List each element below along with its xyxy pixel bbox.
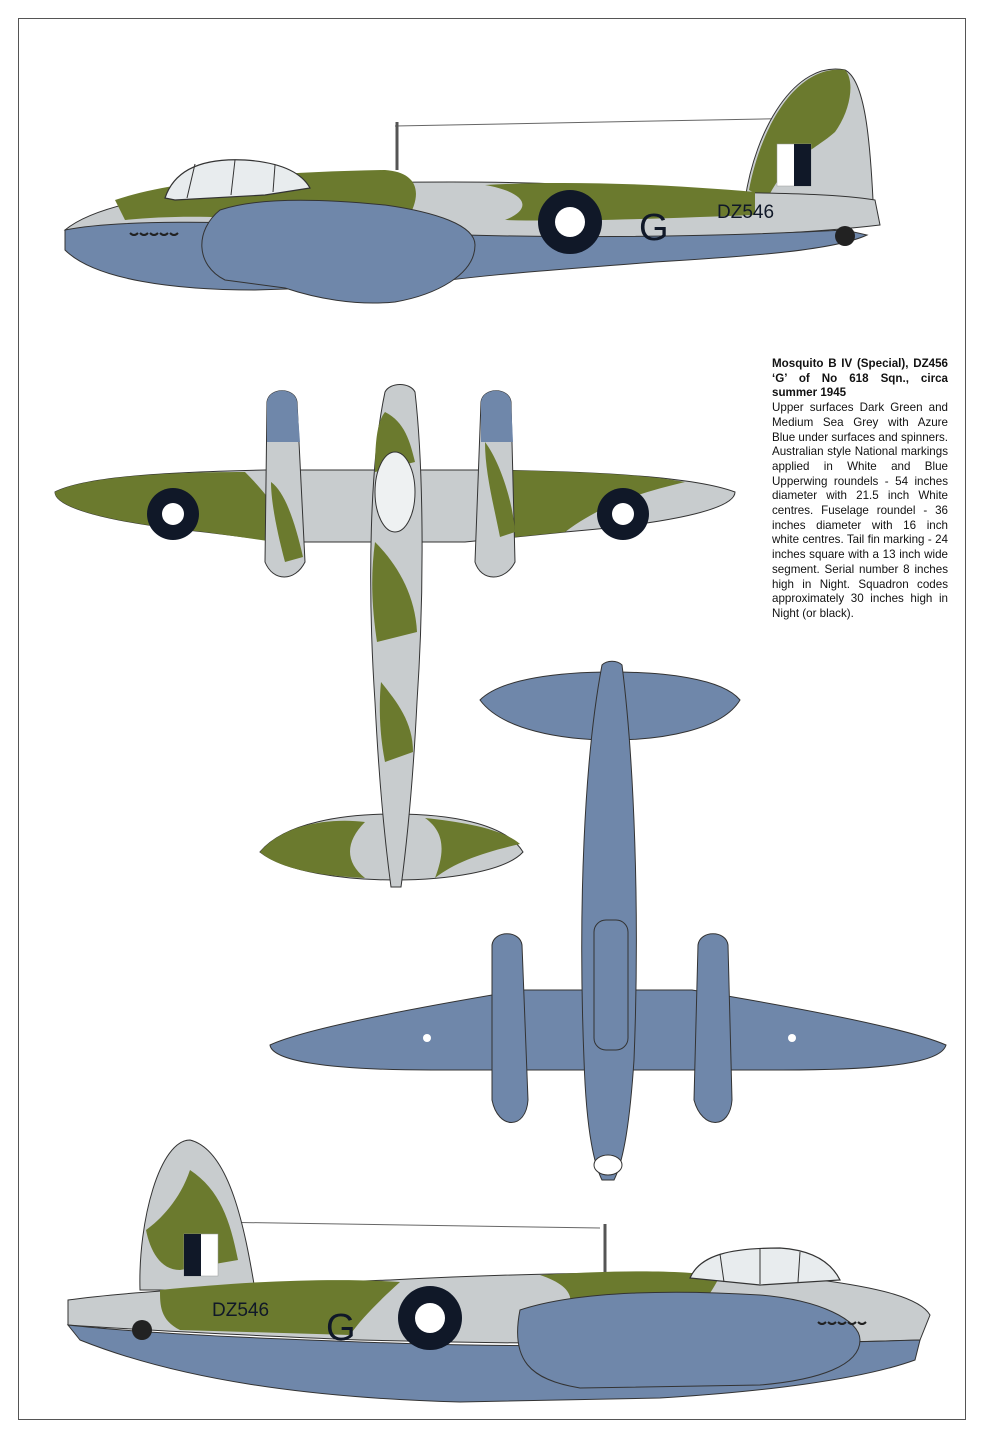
serial-number-port: DZ546 bbox=[717, 202, 775, 223]
serial-number-starboard: DZ546 bbox=[212, 1300, 270, 1321]
caption-title: Mosquito B IV (Special), DZ456 ‘G’ of No 618 Sqn., circa summer 1945 bbox=[772, 357, 948, 400]
squadron-code-starboard: G bbox=[326, 1307, 356, 1349]
side-profile-starboard bbox=[60, 1130, 940, 1410]
squadron-code-port: G bbox=[639, 207, 669, 249]
side-profile-port bbox=[55, 40, 885, 320]
profile-caption bbox=[772, 357, 948, 622]
caption-body: Upper surfaces Dark Green and Medium Sea Grey with Azure Blue under surfaces and spinners. Australian style National markings applied in White and Blue Upperwing roundels - 54 inches diameter with 21.5 inch White centres. Fuselage roundel - 36 inches diameter with 16 inch white centres. Tail fin marking - 24 inches square with a 13 inch wide segment. Serial number 8 inches high in Night. Squadron codes approximately 30 inches high in Night (or black). bbox=[772, 401, 948, 620]
plan-view-underside bbox=[262, 660, 952, 1190]
